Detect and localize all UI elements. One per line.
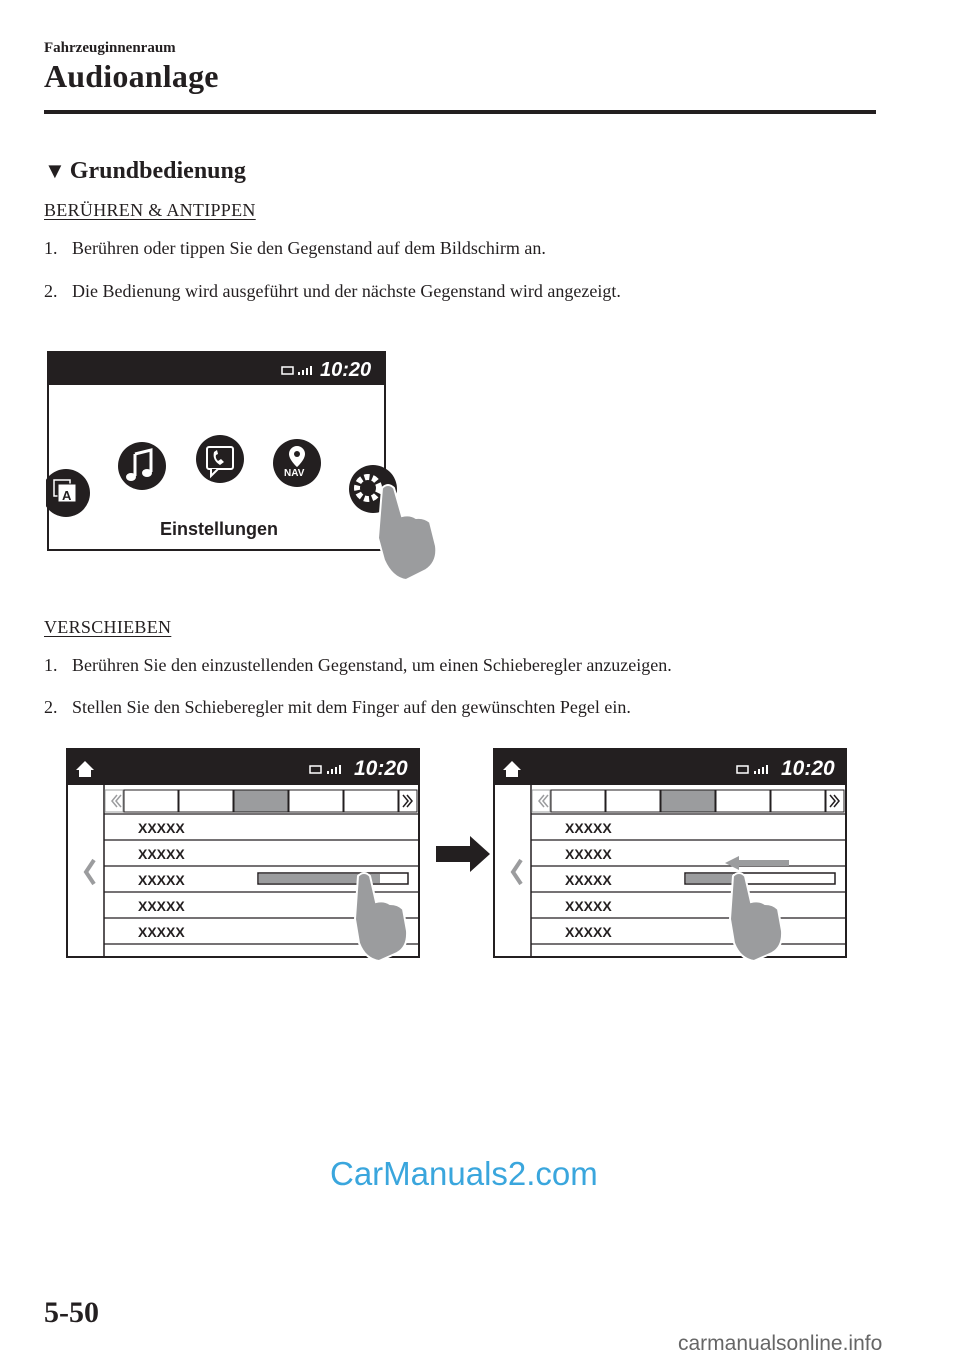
step-number: 1. (44, 238, 58, 258)
tab[interactable] (606, 790, 660, 812)
section-heading (44, 158, 246, 185)
site-watermark: carmanualsonline.info (678, 1332, 883, 1355)
tab[interactable] (124, 790, 178, 812)
slider-screen-after (493, 748, 849, 960)
navigation-icon[interactable] (273, 439, 321, 487)
page-number: 5-50 (44, 1296, 99, 1329)
step-number: 2. (44, 697, 58, 717)
list-item[interactable]: XXXXX (138, 820, 185, 836)
section-heading-text: Grundbedienung (69, 158, 246, 184)
app-label: A (62, 488, 72, 503)
tab[interactable] (289, 790, 343, 812)
step-text: Berühren Sie den einzustellenden Gegenstand, um einen Schieberegler anzuzeigen. (72, 655, 672, 675)
slider-screen-before (66, 748, 422, 960)
clock: 10:20 (354, 757, 408, 780)
tab-bar (105, 790, 417, 812)
page-title: Audioanlage (44, 58, 219, 94)
slide-step-1 (44, 655, 672, 676)
tab[interactable] (771, 790, 825, 812)
clock: 10:20 (781, 757, 835, 780)
list-item[interactable]: XXXXX (565, 924, 612, 940)
tab[interactable] (344, 790, 398, 812)
chapter-label: Fahrzeuginnenraum (44, 40, 176, 56)
tab[interactable] (179, 790, 233, 812)
step-text: Die Bedienung wird ausgeführt und der nächste Gegenstand wird angezeigt. (72, 281, 621, 301)
transition-arrow-icon (434, 834, 494, 874)
clock: 10:20 (320, 359, 372, 381)
touch-step-2 (44, 281, 621, 302)
music-icon[interactable] (118, 442, 166, 490)
list-item[interactable]: XXXXX (138, 846, 185, 862)
list-item[interactable]: XXXXX (565, 898, 612, 914)
step-text: Stellen Sie den Schieberegler mit dem Finger auf den gewünschten Pegel ein. (72, 697, 631, 717)
step-text: Berühren oder tippen Sie den Gegenstand auf dem Bildschirm an. (72, 238, 546, 258)
touch-subheading: BERÜHREN & ANTIPPEN (44, 200, 256, 220)
tab-selected[interactable] (234, 790, 288, 812)
list-item[interactable]: XXXXX (565, 872, 612, 888)
tab-bar (532, 790, 844, 812)
step-number: 2. (44, 281, 58, 301)
section-marker: ▼ (44, 158, 66, 183)
home-screen-illustration (46, 350, 436, 580)
tab-scroll-left-button[interactable] (532, 790, 550, 812)
settings-caption: Einstellungen (160, 519, 279, 539)
watermark-logo: CarManuals2.com (330, 1155, 598, 1192)
tab[interactable] (716, 790, 770, 812)
slider-fill (686, 874, 733, 883)
phone-icon[interactable] (196, 435, 244, 483)
step-number: 1. (44, 655, 58, 675)
list-item[interactable]: XXXXX (138, 872, 185, 888)
list-item[interactable]: XXXXX (138, 924, 185, 940)
list-item[interactable]: XXXXX (138, 898, 185, 914)
nav-label: NAV (284, 468, 305, 479)
list-item[interactable]: XXXXX (565, 846, 612, 862)
touch-step-1 (44, 238, 546, 259)
tab-selected[interactable] (661, 790, 715, 812)
finger-pointer (378, 485, 436, 580)
tab[interactable] (551, 790, 605, 812)
slide-subheading: VERSCHIEBEN (44, 617, 172, 637)
list-item[interactable]: XXXXX (565, 820, 612, 836)
tab-scroll-left-button[interactable] (105, 790, 123, 812)
slide-step-2 (44, 697, 631, 718)
title-rule (44, 110, 876, 114)
